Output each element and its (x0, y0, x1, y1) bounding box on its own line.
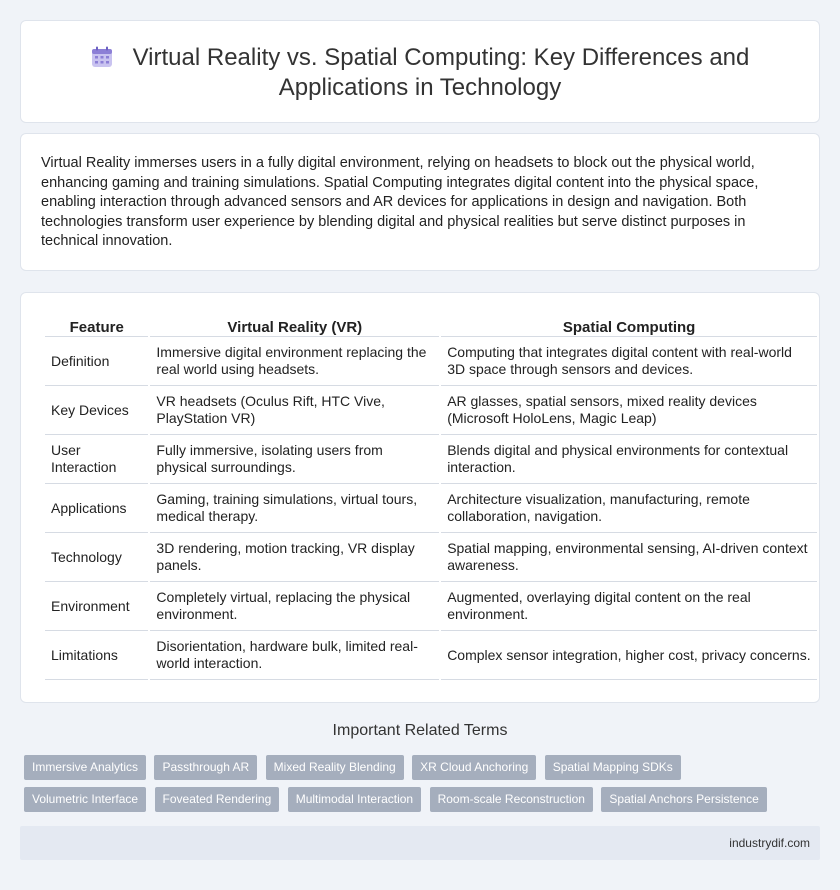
title-line-1: Virtual Reality vs. Spatial Computing: Key Differences and (132, 44, 750, 71)
term-tag[interactable]: Immersive Analytics (24, 755, 146, 780)
term-tag[interactable]: Volumetric Interface (24, 787, 146, 812)
feature-cell: Key Devices (45, 386, 148, 435)
feature-cell: Environment (45, 582, 148, 631)
table-header-row (45, 315, 817, 337)
spatial-cell: Complex sensor integration, higher cost, privacy concerns. (441, 631, 817, 680)
table-row (45, 533, 817, 582)
vr-cell: 3D rendering, motion tracking, VR display panels. (150, 533, 439, 582)
vr-cell: Gaming, training simulations, virtual tours, medical therapy. (150, 484, 439, 533)
related-terms-title: Important Related Terms (332, 722, 508, 739)
table-row (45, 386, 817, 435)
feature-cell: Technology (45, 533, 148, 582)
table-row (45, 631, 817, 680)
term-tag[interactable]: Foveated Rendering (155, 787, 280, 812)
vr-cell: Fully immersive, isolating users from physical surroundings. (150, 435, 439, 484)
table-row (45, 337, 817, 386)
title-line-2: Applications in Technology (278, 74, 562, 101)
spatial-cell: Blends digital and physical environments for contextual interaction. (441, 435, 817, 484)
vr-cell: Immersive digital environment replacing the real world using headsets. (150, 337, 439, 386)
related-terms-list (24, 755, 814, 819)
vr-cell: Completely virtual, replacing the physical environment. (150, 582, 439, 631)
header-spatial: Spatial Computing (441, 315, 817, 337)
calendar-grid-icon (91, 46, 113, 68)
page-title (21, 43, 819, 103)
footer-bar (20, 826, 820, 860)
header-feature: Feature (45, 315, 148, 337)
term-tag[interactable]: Mixed Reality Blending (266, 755, 404, 780)
table-row (45, 484, 817, 533)
term-tag[interactable]: XR Cloud Anchoring (412, 755, 536, 780)
spatial-cell: Augmented, overlaying digital content on the real environment. (441, 582, 817, 631)
comparison-card (20, 292, 820, 703)
term-tag[interactable]: Spatial Anchors Persistence (601, 787, 766, 812)
term-tag[interactable]: Spatial Mapping SDKs (545, 755, 681, 780)
title-card (20, 20, 820, 123)
footer-site-link[interactable]: industrydif.com (729, 836, 810, 850)
vr-cell: Disorientation, hardware bulk, limited real-world interaction. (150, 631, 439, 680)
spatial-cell: AR glasses, spatial sensors, mixed reality devices (Microsoft HoloLens, Magic Leap) (441, 386, 817, 435)
intro-paragraph: Virtual Reality immerses users in a fully digital environment, relying on headsets to block out the physical world, enhancing gaming and training simulations. Spatial Computing integrates digital content into the physical space, enabling interaction through advanced sensors and AR devices for applications in design and navigation. Both technologies transform user experience by blending digital and physical realities but serve distinct purposes in technical innovation. (41, 155, 759, 249)
vr-cell: VR headsets (Oculus Rift, HTC Vive, PlayStation VR) (150, 386, 439, 435)
header-vr: Virtual Reality (VR) (150, 315, 439, 337)
spatial-cell: Architecture visualization, manufacturing, remote collaboration, navigation. (441, 484, 817, 533)
table-row (45, 582, 817, 631)
feature-cell: Applications (45, 484, 148, 533)
spatial-cell: Computing that integrates digital content with real-world 3D space through sensors and devices. (441, 337, 817, 386)
spatial-cell: Spatial mapping, environmental sensing, AI-driven context awareness. (441, 533, 817, 582)
intro-card (20, 133, 820, 271)
feature-cell: Limitations (45, 631, 148, 680)
term-tag[interactable]: Multimodal Interaction (288, 787, 421, 812)
feature-cell: User Interaction (45, 435, 148, 484)
term-tag[interactable]: Passthrough AR (154, 755, 257, 780)
table-row (45, 435, 817, 484)
term-tag[interactable]: Room-scale Reconstruction (430, 787, 593, 812)
feature-cell: Definition (45, 337, 148, 386)
comparison-table (43, 315, 819, 680)
